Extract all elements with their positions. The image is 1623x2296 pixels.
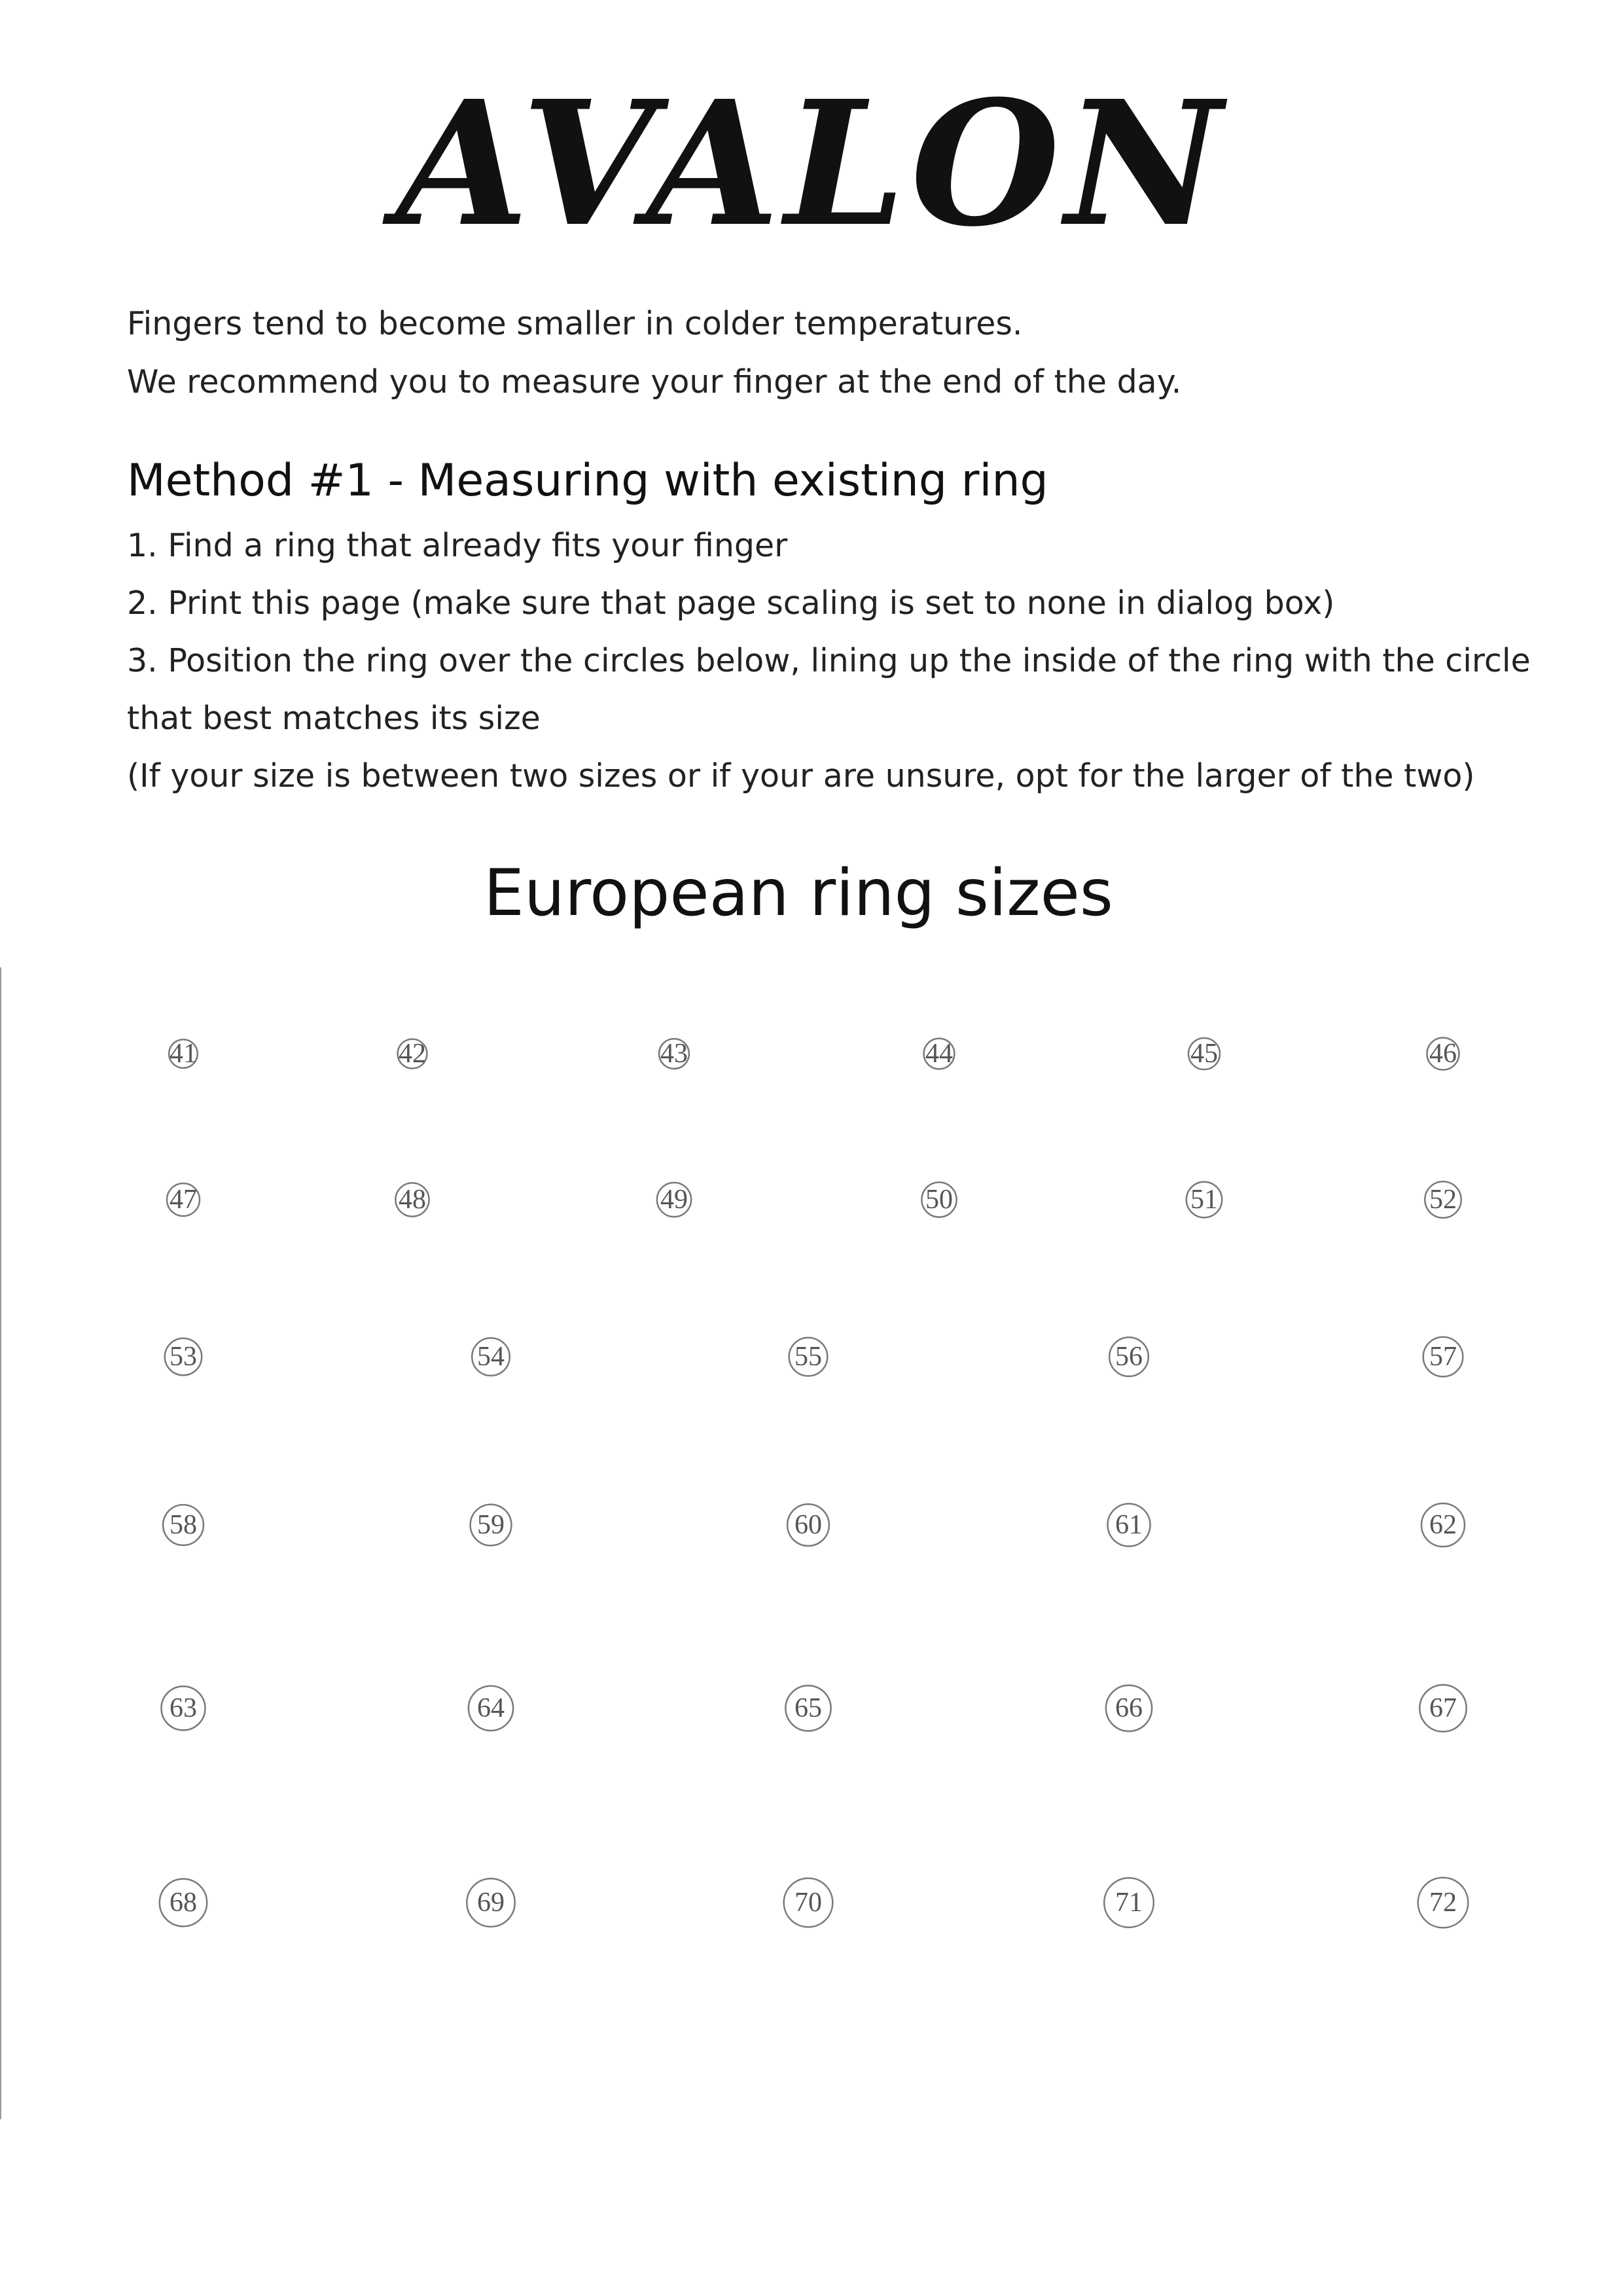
ring-size-44 xyxy=(924,1039,955,1069)
ring-size-label: 69 xyxy=(477,1888,505,1918)
ring-size-label: 64 xyxy=(477,1693,505,1723)
ring-size-label: 55 xyxy=(794,1342,822,1372)
ring-size-46 xyxy=(1427,1038,1459,1070)
ring-size-label: 59 xyxy=(477,1510,505,1540)
sizes-heading: European ring sizes xyxy=(483,856,1113,931)
ring-size-61 xyxy=(1108,1504,1150,1547)
ring-size-label: 41 xyxy=(169,1039,197,1069)
step-line: 3. Position the ring over the circles below, lining up the inside of the ring with the circle xyxy=(127,642,1531,679)
method-heading: Method #1 - Measuring with existing ring xyxy=(127,455,1048,507)
ring-size-label: 51 xyxy=(1190,1185,1218,1215)
ring-size-66 xyxy=(1106,1685,1152,1731)
ring-size-43 xyxy=(659,1039,689,1069)
ring-size-69 xyxy=(467,1878,514,1926)
ring-size-label: 45 xyxy=(1190,1039,1218,1069)
ring-size-label: 50 xyxy=(925,1185,953,1215)
ring-size-label: 70 xyxy=(794,1888,822,1918)
ring-size-45 xyxy=(1188,1038,1220,1069)
ring-size-58 xyxy=(163,1505,204,1545)
ring-size-64 xyxy=(469,1686,513,1731)
ring-size-label: 58 xyxy=(169,1510,197,1540)
ring-size-67 xyxy=(1419,1685,1466,1731)
ring-size-label: 44 xyxy=(925,1039,953,1069)
ring-size-55 xyxy=(789,1338,828,1376)
ring-size-41 xyxy=(169,1039,198,1069)
ring-size-label: 67 xyxy=(1429,1693,1457,1723)
ring-size-label: 48 xyxy=(399,1185,426,1215)
ring-size-56 xyxy=(1109,1337,1149,1376)
ring-size-51 xyxy=(1186,1182,1222,1217)
ring-size-42 xyxy=(398,1039,427,1069)
ring-size-50 xyxy=(921,1182,956,1217)
ring-size-49 xyxy=(657,1183,691,1217)
brand-logo: AVALON xyxy=(395,63,1228,264)
ring-size-label: 68 xyxy=(169,1888,197,1918)
ring-size-70 xyxy=(784,1878,833,1928)
ring-size-54 xyxy=(472,1338,510,1376)
ring-size-label: 71 xyxy=(1115,1888,1143,1918)
ring-size-label: 65 xyxy=(794,1693,822,1723)
ring-size-53 xyxy=(165,1338,202,1375)
step-line: that best matches its size xyxy=(127,700,541,737)
ring-size-48 xyxy=(395,1183,429,1216)
ring-size-label: 61 xyxy=(1115,1510,1143,1540)
ring-size-label: 60 xyxy=(794,1510,822,1540)
ring-size-65 xyxy=(785,1685,830,1731)
ring-size-label: 49 xyxy=(660,1185,688,1215)
ring-size-59 xyxy=(471,1505,512,1546)
intro-line: We recommend you to measure your finger at the end of the day. xyxy=(127,363,1182,401)
ring-size-label: 56 xyxy=(1115,1342,1143,1372)
ring-size-label: 62 xyxy=(1429,1510,1457,1540)
ring-size-72 xyxy=(1418,1878,1469,1928)
step-line: 2. Print this page (make sure that page scaling is set to none in dialog box) xyxy=(127,584,1335,622)
ring-size-label: 43 xyxy=(660,1039,688,1069)
ring-size-label: 54 xyxy=(477,1342,505,1372)
ring-size-label: 72 xyxy=(1429,1888,1457,1918)
ring-size-60 xyxy=(787,1504,829,1546)
step-line: (If your size is between two sizes or if your are unsure, opt for the larger of the two) xyxy=(127,757,1475,795)
ring-size-label: 52 xyxy=(1429,1185,1457,1215)
ring-size-68 xyxy=(160,1879,207,1926)
ring-size-label: 53 xyxy=(169,1342,197,1372)
ring-size-62 xyxy=(1421,1503,1465,1547)
ring-size-label: 42 xyxy=(399,1039,426,1069)
ring-size-label: 47 xyxy=(169,1185,197,1215)
ring-size-label: 63 xyxy=(169,1693,197,1723)
ring-size-label: 46 xyxy=(1429,1039,1457,1069)
ring-size-63 xyxy=(162,1687,205,1731)
step-line: 1. Find a ring that already fits your finger xyxy=(127,527,788,564)
ring-size-57 xyxy=(1423,1337,1463,1377)
ring-size-label: 57 xyxy=(1429,1342,1457,1372)
intro-line: Fingers tend to become smaller in colder temperatures. xyxy=(127,305,1023,342)
ring-size-47 xyxy=(167,1183,200,1216)
ring-size-52 xyxy=(1425,1181,1461,1217)
ring-size-71 xyxy=(1104,1878,1154,1928)
ring-size-label: 66 xyxy=(1115,1693,1143,1723)
